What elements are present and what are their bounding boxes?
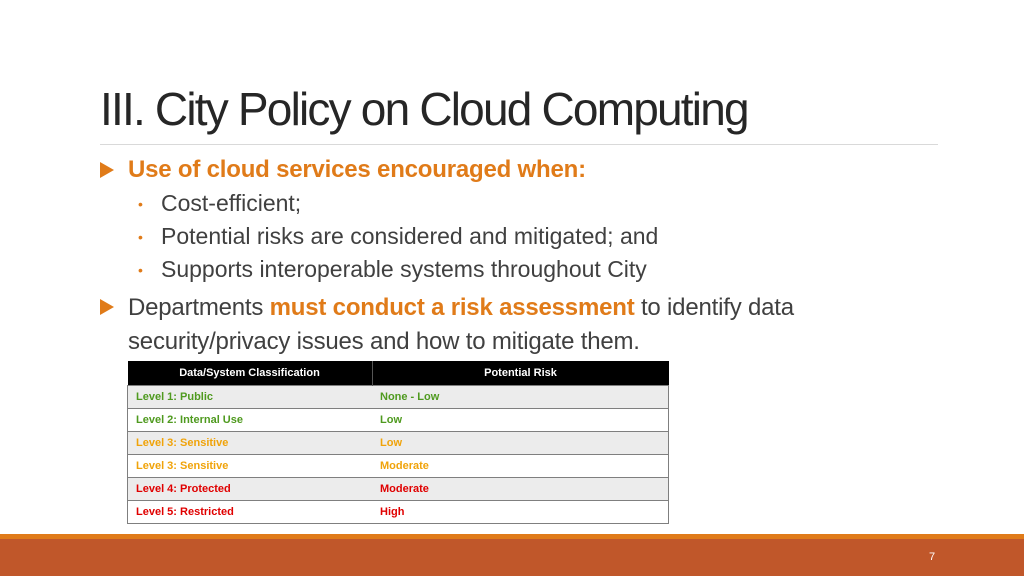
classification-cell: Level 5: Restricted: [128, 501, 373, 524]
risk-cell: Low: [372, 432, 669, 455]
risk-cell: High: [372, 501, 669, 524]
risk-cell: Moderate: [372, 455, 669, 478]
triangle-bullet-icon: [100, 162, 114, 178]
sub-bullet-text: Potential risks are considered and mitigated; and: [161, 223, 659, 249]
dot-bullet-icon: •: [138, 195, 143, 212]
footer-band: [0, 539, 1024, 576]
table-header-row: [128, 361, 669, 386]
sub-bullet: [138, 190, 301, 217]
slide-title: III. City Policy on Cloud Computing: [100, 83, 748, 135]
classification-cell: Level 1: Public: [128, 386, 373, 409]
risk-classification-table: [127, 361, 669, 524]
table-row: [128, 432, 669, 455]
classification-cell: Level 4: Protected: [128, 478, 373, 501]
sub-bullet-text: Supports interoperable systems throughout City: [161, 256, 647, 282]
table-row: [128, 501, 669, 524]
bullet-text-lead: Departments: [128, 294, 270, 321]
triangle-bullet-icon: [100, 299, 114, 315]
classification-cell: Level 3: Sensitive: [128, 432, 373, 455]
dot-bullet-icon: •: [138, 228, 143, 245]
risk-cell: None - Low: [372, 386, 669, 409]
risk-cell: Moderate: [372, 478, 669, 501]
bullet-cloud-encouraged: [100, 156, 586, 184]
sub-bullet-text: Cost-efficient;: [161, 190, 302, 216]
dot-bullet-icon: •: [138, 261, 143, 278]
column-header-classification: Data/System Classification: [128, 361, 373, 386]
bullet-risk-assessment: [100, 291, 860, 359]
sub-bullet: [138, 256, 647, 283]
bullet-emphasis: must conduct a risk assessment: [269, 294, 635, 321]
table-row: [128, 386, 669, 409]
bullet-text: [128, 291, 860, 359]
column-header-risk: Potential Risk: [372, 361, 669, 386]
table-row: [128, 478, 669, 501]
classification-cell: Level 3: Sensitive: [128, 455, 373, 478]
classification-cell: Level 2: Internal Use: [128, 409, 373, 432]
bullet-text-tail: to identify data security/privacy issues and how to mitigate them.: [128, 294, 794, 355]
title-divider: [100, 144, 938, 145]
risk-cell: Low: [372, 409, 669, 432]
table-row: [128, 455, 669, 478]
bullet-text: Use of cloud services encouraged when:: [128, 156, 586, 183]
table-row: [128, 409, 669, 432]
page-number: 7: [928, 551, 936, 563]
sub-bullet: [138, 223, 658, 250]
